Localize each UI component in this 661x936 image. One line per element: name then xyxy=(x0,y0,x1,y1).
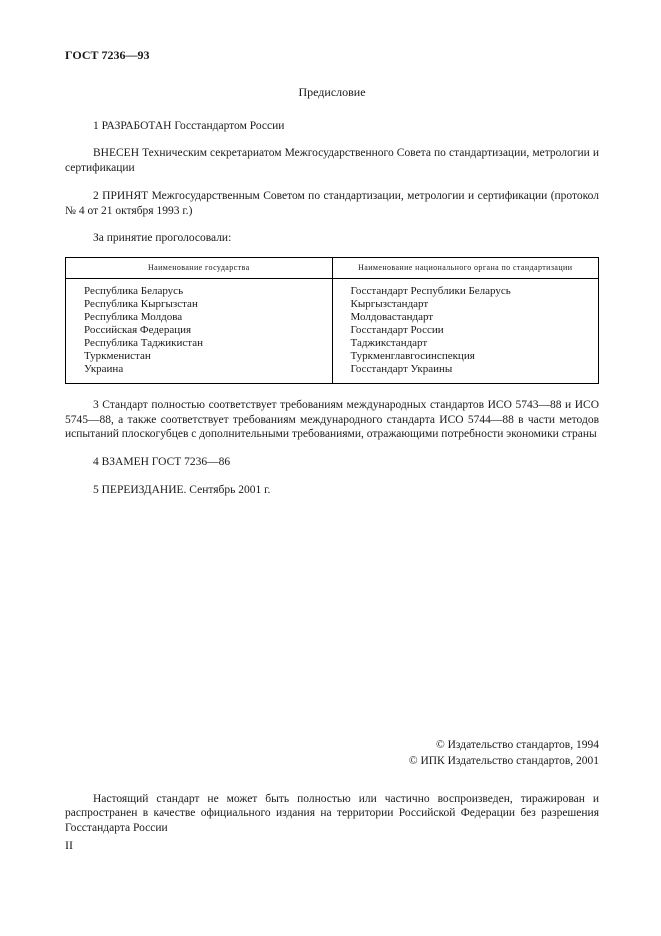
page-title: Предисловие xyxy=(298,85,366,100)
paragraph-developed: 1 РАЗРАБОТАН Госстандартом России xyxy=(93,119,285,132)
table-header-row xyxy=(66,258,599,279)
paragraph-voted-intro: За принятие проголосовали: xyxy=(93,232,232,245)
table-row xyxy=(66,279,599,298)
table-header-country: Наименование государства xyxy=(66,258,333,279)
paragraph-submitted: ВНЕСЕН Техническим секретариатом Межгосударственного Совета по стандартизации, метрологии и сертификации xyxy=(65,147,599,175)
cell-country: Республика Кыргызстан xyxy=(84,298,198,311)
cell-org: Госстандарт Украины xyxy=(332,363,599,383)
copyright-line-1994: © Издательство стандартов, 1994 xyxy=(435,739,599,751)
paragraph-correspondence: 3 Стандарт полностью соответствует требованиям международных стандартов ИСО 5743—88 и ИСО 5745—88, а также соответствует требованиям международного стандарта ИСО 5744—88 в части методов испытаний плоскогубцев с дополнительными требованиями, отражающими потребности экономики страны xyxy=(65,399,599,441)
table-row xyxy=(66,311,599,324)
doc-code: ГОСТ 7236—93 xyxy=(65,48,150,62)
voting-table xyxy=(65,257,599,384)
cell-country: Российская Федерация xyxy=(84,324,192,337)
cell-country: Республика Беларусь xyxy=(84,285,184,298)
cell-country: Туркменистан xyxy=(84,350,151,363)
cell-org: Таджикстандарт xyxy=(332,337,599,350)
table-row xyxy=(66,350,599,363)
cell-org: Кыргызстандарт xyxy=(332,298,599,311)
table-row xyxy=(66,363,599,383)
cell-org: Молдовастандарт xyxy=(332,311,599,324)
copyright-line-2001: © ИПК Издательство стандартов, 2001 xyxy=(408,754,599,767)
cell-country: Украина xyxy=(84,363,124,376)
cell-org: Госстандарт России xyxy=(332,324,599,337)
page-number: II xyxy=(65,838,73,852)
reproduction-notice: Настоящий стандарт не может быть полностью или частично воспроизведен, тиражирован и распространен в качестве официального издания на территории Российской Федерации без разрешения Госстандарта России xyxy=(65,792,599,835)
cell-org: Госстандарт Республики Беларусь xyxy=(332,279,599,298)
cell-country: Республика Молдова xyxy=(84,311,183,324)
table-row xyxy=(66,337,599,350)
table-header-org: Наименование национального органа по стандартизации xyxy=(332,258,599,279)
cell-country: Республика Таджикистан xyxy=(84,337,203,350)
paragraph-replaces: 4 ВЗАМЕН ГОСТ 7236—86 xyxy=(93,456,231,469)
cell-org: Туркменглавгосинспекция xyxy=(332,350,599,363)
copyright-block xyxy=(409,738,599,769)
table-row xyxy=(66,298,599,311)
table-row xyxy=(66,324,599,337)
paragraph-reissue: 5 ПЕРЕИЗДАНИЕ. Сентябрь 2001 г. xyxy=(93,483,271,496)
paragraph-adopted: 2 ПРИНЯТ Межгосударственным Советом по стандартизации, метрологии и сертификации (протокол № 4 от 21 октября 1993 г.) xyxy=(65,189,599,217)
